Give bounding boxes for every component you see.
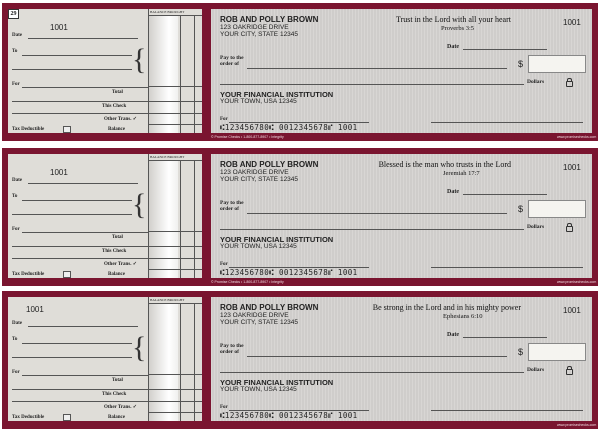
stub-tax-label: Tax Deductible xyxy=(12,415,45,420)
dollars-label: Dollars xyxy=(527,79,545,85)
ledger-line xyxy=(148,401,202,402)
stub-bracket: { xyxy=(132,331,147,364)
balance-forward-label: BALANCE BROUGHT xyxy=(150,10,185,14)
memo-label: For xyxy=(220,405,228,410)
check-number: 1001 xyxy=(563,306,581,315)
check-row xyxy=(2,291,598,429)
ledger-column-shade xyxy=(148,15,178,133)
owner-address-1: 123 OAKRIDGE DRIVE xyxy=(220,312,289,319)
stub-other-trans-label: Other Trans. ✓ xyxy=(104,262,137,267)
ledger-divider xyxy=(148,9,149,133)
owner-address-2: YOUR CITY, STATE 12345 xyxy=(220,176,299,183)
owner-address-2: YOUR CITY, STATE 12345 xyxy=(220,31,299,38)
stub-entry-area xyxy=(8,9,148,133)
bank-address: YOUR TOWN, USA 12345 xyxy=(220,386,297,393)
stub-for-line[interactable] xyxy=(22,375,148,376)
stub-tax-label: Tax Deductible xyxy=(12,272,45,277)
ledger-line xyxy=(148,124,202,125)
stub-to-line[interactable] xyxy=(22,343,132,344)
ledger-line xyxy=(148,15,202,16)
check-stub xyxy=(8,297,202,421)
stub-line-3 xyxy=(12,258,148,259)
stub-entry-area xyxy=(8,154,148,278)
stub-balance-label: Balance xyxy=(108,415,125,420)
owner-address-1: 123 OAKRIDGE DRIVE xyxy=(220,169,289,176)
ledger-line xyxy=(148,101,202,102)
stub-tax-checkbox[interactable] xyxy=(63,126,71,133)
stub-total-label: Total xyxy=(112,235,123,240)
ledger-divider xyxy=(148,297,149,421)
stub-to-line[interactable] xyxy=(22,200,132,201)
ledger-line xyxy=(148,374,202,375)
dollar-sign: $ xyxy=(518,204,524,214)
signature-line[interactable] xyxy=(431,267,583,268)
amount-box[interactable] xyxy=(528,343,586,361)
check-sheet xyxy=(2,3,598,430)
stub-for-label: For xyxy=(12,370,20,375)
dollars-label: Dollars xyxy=(527,224,545,230)
ledger-line xyxy=(148,231,202,232)
stub-to-line-2[interactable] xyxy=(12,69,132,70)
check-number: 1001 xyxy=(563,18,581,27)
stub-this-check-label: This Check xyxy=(102,104,127,109)
owner-address-1: 123 OAKRIDGE DRIVE xyxy=(220,24,289,31)
date-label: Date xyxy=(447,332,459,338)
payee-line[interactable] xyxy=(247,213,507,214)
check-body xyxy=(211,297,592,421)
ledger-divider xyxy=(148,154,149,278)
bank-name: YOUR FINANCIAL INSTITUTION xyxy=(220,90,334,99)
stub-for-line-2[interactable] xyxy=(12,101,148,102)
balance-forward-label: BALANCE BROUGHT xyxy=(150,298,185,302)
ledger-line xyxy=(148,389,202,390)
stub-ledger xyxy=(148,9,202,133)
dollar-sign: $ xyxy=(518,59,524,69)
micr-line: ⑆123456780⑆ 0012345678⑈ 1001 xyxy=(220,123,358,132)
ledger-divider xyxy=(180,15,181,133)
dollar-sign: $ xyxy=(518,347,524,357)
stub-to-label: To xyxy=(12,337,18,342)
stub-badge: 29 xyxy=(8,9,19,19)
bank-address: YOUR TOWN, USA 12345 xyxy=(220,243,297,250)
stub-entry-area xyxy=(8,297,148,421)
check-body xyxy=(211,154,592,278)
bank-address: YOUR TOWN, USA 12345 xyxy=(220,98,297,105)
footer-right: www.promisechecks.com xyxy=(557,135,597,139)
stub-ledger xyxy=(148,297,202,421)
ledger-line xyxy=(148,160,202,161)
verse-text: Be strong in the Lord and in his mighty power xyxy=(372,303,521,312)
stub-for-label: For xyxy=(12,82,20,87)
ledger-divider xyxy=(194,160,195,278)
owner-name: ROB AND POLLY BROWN xyxy=(220,160,319,169)
stub-date-label: Date xyxy=(12,33,22,38)
stub-total-label: Total xyxy=(112,90,123,95)
stub-line-3 xyxy=(12,401,148,402)
pay-to-label: Pay to the xyxy=(220,200,244,206)
stub-date-label: Date xyxy=(12,321,22,326)
stub-check-number: 1001 xyxy=(50,23,68,32)
check-stub xyxy=(8,9,202,133)
verse-text: Blessed is the man who trusts in the Lord xyxy=(378,160,511,169)
pay-to-label: Pay to the xyxy=(220,343,244,349)
stub-to-line[interactable] xyxy=(22,55,132,56)
stub-this-check-label: This Check xyxy=(102,392,127,397)
stub-other-trans-label: Other Trans. ✓ xyxy=(104,405,137,410)
amount-words-line[interactable] xyxy=(220,229,524,230)
stub-date-line[interactable] xyxy=(28,326,138,327)
lock-icon xyxy=(566,81,573,87)
stub-total-label: Total xyxy=(112,378,123,383)
amount-box[interactable] xyxy=(528,200,586,218)
stub-bracket: { xyxy=(132,188,147,221)
ledger-column-shade xyxy=(148,160,178,278)
owner-address-2: YOUR CITY, STATE 12345 xyxy=(220,319,299,326)
stub-to-label: To xyxy=(12,49,18,54)
stub-tax-checkbox[interactable] xyxy=(63,414,71,421)
ledger-line xyxy=(148,269,202,270)
ledger-line xyxy=(148,258,202,259)
payee-line[interactable] xyxy=(247,356,507,357)
stub-other-trans-label: Other Trans. ✓ xyxy=(104,117,137,122)
stub-for-line[interactable] xyxy=(22,232,148,233)
ledger-divider xyxy=(194,303,195,421)
order-of-label: order of xyxy=(220,349,239,355)
balance-forward-label: BALANCE BROUGHT xyxy=(150,155,185,159)
amount-box[interactable] xyxy=(528,55,586,73)
footer-left: © Promise Checks • 1-800-877-8907 • Integrity xyxy=(211,280,284,284)
stub-for-line-2[interactable] xyxy=(12,389,148,390)
check-row xyxy=(2,3,598,141)
lock-icon xyxy=(566,226,573,232)
memo-label: For xyxy=(220,262,228,267)
stub-balance-label: Balance xyxy=(108,272,125,277)
date-line[interactable] xyxy=(463,194,547,195)
date-line[interactable] xyxy=(463,337,547,338)
stub-bracket: { xyxy=(132,43,147,76)
order-of-label: order of xyxy=(220,61,239,67)
check-body xyxy=(211,9,592,133)
date-line[interactable] xyxy=(463,49,547,50)
stub-line-3 xyxy=(12,113,148,114)
date-label: Date xyxy=(447,189,459,195)
stub-for-label: For xyxy=(12,227,20,232)
owner-name: ROB AND POLLY BROWN xyxy=(220,15,319,24)
stub-balance-label: Balance xyxy=(108,127,125,132)
ledger-line xyxy=(148,86,202,87)
footer-right: www.promisechecks.com xyxy=(557,280,597,284)
pay-to-label: Pay to the xyxy=(220,55,244,61)
stub-date-line[interactable] xyxy=(28,183,138,184)
footer-right: www.promisechecks.com xyxy=(557,423,597,427)
stub-tax-label: Tax Deductible xyxy=(12,127,45,132)
stub-ledger xyxy=(148,154,202,278)
verse-reference: Jeremiah 17:7 xyxy=(443,170,480,177)
ledger-divider xyxy=(194,15,195,133)
stub-tax-checkbox[interactable] xyxy=(63,271,71,278)
signature-line[interactable] xyxy=(431,410,583,411)
stub-date-line[interactable] xyxy=(28,38,138,39)
lock-icon xyxy=(566,369,573,375)
stub-to-label: To xyxy=(12,194,18,199)
micr-line: ⑆123456780⑆ 0012345678⑈ 1001 xyxy=(220,268,358,277)
amount-words-line[interactable] xyxy=(220,372,524,373)
ledger-line xyxy=(148,412,202,413)
bank-name: YOUR FINANCIAL INSTITUTION xyxy=(220,235,334,244)
date-label: Date xyxy=(447,44,459,50)
ledger-line xyxy=(148,113,202,114)
micr-line: ⑆123456780⑆ 0012345678⑈ 1001 xyxy=(220,411,358,420)
stub-check-number: 1001 xyxy=(26,305,44,314)
check-stub xyxy=(8,154,202,278)
ledger-divider xyxy=(180,160,181,278)
verse-reference: Ephesians 6:10 xyxy=(443,313,483,320)
stub-date-label: Date xyxy=(12,178,22,183)
memo-label: For xyxy=(220,117,228,122)
verse-reference: Proverbs 3:5 xyxy=(441,25,475,32)
stub-check-number: 1001 xyxy=(50,168,68,177)
dollars-label: Dollars xyxy=(527,367,545,373)
stub-for-line-2[interactable] xyxy=(12,246,148,247)
footer-left: © Promise Checks • 1-800-877-8907 • Integrity xyxy=(211,135,284,139)
payee-line[interactable] xyxy=(247,68,507,69)
amount-words-line[interactable] xyxy=(220,84,524,85)
signature-line[interactable] xyxy=(431,122,583,123)
check-row xyxy=(2,148,598,286)
verse-text: Trust in the Lord with all your heart xyxy=(395,15,511,24)
bank-name: YOUR FINANCIAL INSTITUTION xyxy=(220,378,334,387)
stub-to-line-2[interactable] xyxy=(12,214,132,215)
stub-for-line[interactable] xyxy=(22,87,148,88)
stub-to-line-2[interactable] xyxy=(12,357,132,358)
order-of-label: order of xyxy=(220,206,239,212)
ledger-column-shade xyxy=(148,303,178,421)
ledger-line xyxy=(148,246,202,247)
ledger-divider xyxy=(180,303,181,421)
owner-name: ROB AND POLLY BROWN xyxy=(220,303,319,312)
ledger-line xyxy=(148,303,202,304)
stub-this-check-label: This Check xyxy=(102,249,127,254)
check-number: 1001 xyxy=(563,163,581,172)
